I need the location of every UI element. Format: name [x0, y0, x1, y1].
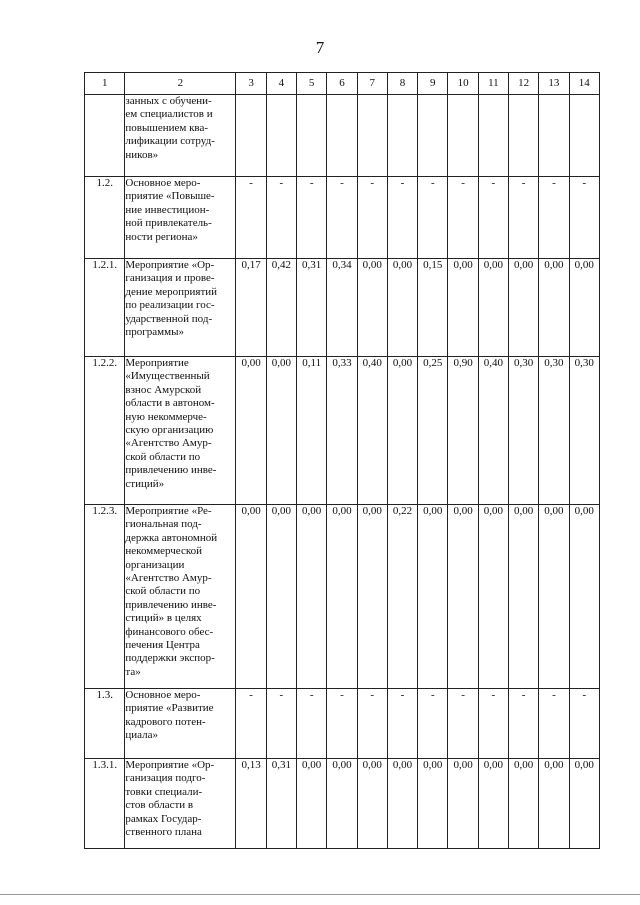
value-cell: -: [478, 177, 508, 259]
description-line: Мероприятие «Ор-: [125, 759, 215, 771]
value-cell: 0,30: [539, 357, 569, 505]
value-cell: [266, 95, 296, 177]
description-line: «Агентство Амур-: [125, 572, 212, 585]
description-line: финансового обес-: [125, 625, 214, 638]
header-cell: 9: [418, 73, 448, 95]
value-cell: 0,00: [539, 759, 569, 849]
row-description: [125, 505, 236, 689]
value-cell: 0,00: [448, 759, 478, 849]
value-cell: 0,34: [327, 259, 357, 357]
description-line: ние инвестицион-: [125, 203, 210, 216]
description-line: ную некоммерче-: [125, 410, 207, 423]
description-line: ников»: [125, 148, 159, 161]
value-cell: [478, 95, 508, 177]
page-number: 7: [315, 38, 325, 57]
description-line: Мероприятие «Ор-: [125, 259, 215, 271]
value-cell: 0,00: [387, 759, 417, 849]
description-line: повышением ква-: [125, 121, 209, 134]
value-cell: -: [418, 689, 448, 759]
value-cell: 0,00: [448, 259, 478, 357]
description-line: ской области по: [125, 450, 201, 463]
value-cell: -: [327, 177, 357, 259]
description-line: организации: [125, 558, 185, 571]
description-line: скую организацию: [125, 424, 214, 437]
description-line: занных с обучени-: [125, 95, 212, 107]
description-line: печения Центра: [125, 639, 200, 652]
value-cell: 0,00: [266, 505, 296, 689]
description-line: Мероприятие «Ре-: [125, 505, 212, 517]
value-cell: -: [357, 177, 387, 259]
value-cell: 0,25: [418, 357, 448, 505]
row-number: [85, 95, 125, 177]
row-description: [125, 95, 236, 177]
header-cell: 3: [236, 73, 266, 95]
value-cell: -: [357, 689, 387, 759]
header-cell: 2: [125, 73, 236, 95]
value-cell: -: [297, 177, 327, 259]
description-line: ской области по: [125, 585, 201, 598]
value-cell: -: [297, 689, 327, 759]
value-cell: -: [418, 177, 448, 259]
header-cell: 5: [297, 73, 327, 95]
value-cell: 0,90: [448, 357, 478, 505]
description-line: стов области в: [125, 799, 194, 812]
value-cell: -: [387, 689, 417, 759]
value-cell: 0,00: [569, 505, 599, 689]
description-line: гиональная под-: [125, 518, 202, 531]
value-cell: -: [569, 689, 599, 759]
value-cell: 0,11: [297, 357, 327, 505]
value-cell: [297, 95, 327, 177]
value-cell: 0,00: [478, 759, 508, 849]
value-cell: 0,00: [266, 357, 296, 505]
value-cell: 0,00: [478, 259, 508, 357]
description-line: стиций» в целях: [125, 612, 202, 625]
description-line: программы»: [125, 326, 184, 339]
header-cell: 12: [509, 73, 539, 95]
value-cell: 0,00: [357, 259, 387, 357]
row-number: 1.2.: [85, 177, 125, 259]
page-edge-line: [0, 894, 640, 895]
description-line: Основное меро-: [125, 177, 201, 189]
table-body: [85, 95, 600, 849]
value-cell: 0,00: [357, 759, 387, 849]
value-cell: -: [266, 177, 296, 259]
table-row: [85, 357, 600, 505]
value-cell: -: [509, 689, 539, 759]
value-cell: 0,00: [569, 759, 599, 849]
row-description: [125, 357, 236, 505]
description-line: привлечению инве-: [125, 598, 217, 611]
header-cell: 10: [448, 73, 478, 95]
value-cell: 0,00: [509, 505, 539, 689]
value-cell: 0,00: [509, 759, 539, 849]
header-cell: 1: [85, 73, 125, 95]
value-cell: 0,00: [539, 505, 569, 689]
value-cell: 0,42: [266, 259, 296, 357]
table-row: [85, 95, 600, 177]
header-row: [85, 73, 600, 95]
description-line: дение мероприятий: [125, 285, 218, 298]
value-cell: [236, 95, 266, 177]
value-cell: 0,13: [236, 759, 266, 849]
description-line: рамках Государ-: [125, 812, 202, 825]
value-cell: -: [236, 689, 266, 759]
row-description: [125, 689, 236, 759]
value-cell: [387, 95, 417, 177]
description-line: ственного плана: [125, 826, 202, 839]
value-cell: 0,40: [357, 357, 387, 505]
value-cell: [327, 95, 357, 177]
table-row: [85, 689, 600, 759]
data-table: [84, 72, 600, 849]
table-row: [85, 759, 600, 849]
value-cell: -: [387, 177, 417, 259]
value-cell: 0,40: [478, 357, 508, 505]
value-cell: [539, 95, 569, 177]
header-cell: 11: [478, 73, 508, 95]
header-cell: 8: [387, 73, 417, 95]
description-line: та»: [125, 665, 141, 678]
description-line: ударственной под-: [125, 312, 213, 325]
description-line: стиций»: [125, 477, 165, 490]
value-cell: [357, 95, 387, 177]
row-description: [125, 177, 236, 259]
value-cell: 0,00: [327, 759, 357, 849]
value-cell: 0,33: [327, 357, 357, 505]
description-line: ганизация и прове-: [125, 272, 215, 285]
row-number: 1.3.: [85, 689, 125, 759]
value-cell: 0,00: [327, 505, 357, 689]
value-cell: [569, 95, 599, 177]
value-cell: 0,00: [357, 505, 387, 689]
value-cell: 0,22: [387, 505, 417, 689]
description-line: области в автоном-: [125, 397, 215, 410]
value-cell: 0,00: [418, 505, 448, 689]
header-cell: 13: [539, 73, 569, 95]
value-cell: 0,30: [569, 357, 599, 505]
value-cell: -: [236, 177, 266, 259]
value-cell: [418, 95, 448, 177]
table-row: [85, 259, 600, 357]
value-cell: [448, 95, 478, 177]
description-line: приятие «Развитие: [125, 702, 214, 715]
table-row: [85, 505, 600, 689]
value-cell: 0,00: [297, 505, 327, 689]
description-line: некоммерческой: [125, 545, 203, 558]
value-cell: 0,31: [266, 759, 296, 849]
description-line: ности региона»: [125, 230, 198, 243]
row-description: [125, 759, 236, 849]
value-cell: -: [478, 689, 508, 759]
description-line: «Имущественный: [125, 370, 210, 383]
value-cell: -: [448, 177, 478, 259]
value-cell: -: [448, 689, 478, 759]
description-line: Мероприятие: [125, 357, 189, 369]
description-line: Основное меро-: [125, 689, 201, 701]
header-cell: 6: [327, 73, 357, 95]
table-row: [85, 177, 600, 259]
value-cell: 0,00: [297, 759, 327, 849]
description-line: «Агентство Амур-: [125, 437, 212, 450]
value-cell: -: [539, 689, 569, 759]
value-cell: 0,17: [236, 259, 266, 357]
description-line: поддержки экспор-: [125, 652, 215, 665]
row-number: 1.2.1.: [85, 259, 125, 357]
description-line: ем специалистов и: [125, 108, 213, 121]
value-cell: 0,00: [569, 259, 599, 357]
value-cell: -: [569, 177, 599, 259]
value-cell: -: [327, 689, 357, 759]
description-line: товки специали-: [125, 785, 203, 798]
value-cell: 0,00: [478, 505, 508, 689]
description-line: циала»: [125, 729, 159, 742]
description-line: лификации сотруд-: [125, 135, 215, 148]
value-cell: 0,15: [418, 259, 448, 357]
value-cell: -: [539, 177, 569, 259]
row-number: 1.2.2.: [85, 357, 125, 505]
description-line: взнос Амурской: [125, 383, 202, 396]
description-line: приятие «Повыше-: [125, 190, 215, 203]
value-cell: 0,00: [418, 759, 448, 849]
value-cell: 0,00: [509, 259, 539, 357]
value-cell: 0,30: [509, 357, 539, 505]
value-cell: -: [509, 177, 539, 259]
description-line: ной привлекатель-: [125, 217, 212, 230]
header-cell: 4: [266, 73, 296, 95]
description-line: держка автономной: [125, 531, 218, 544]
description-line: кадрового потен-: [125, 715, 206, 728]
row-number: 1.3.1.: [85, 759, 125, 849]
value-cell: 0,00: [236, 357, 266, 505]
value-cell: 0,31: [297, 259, 327, 357]
row-description: [125, 259, 236, 357]
value-cell: 0,00: [387, 259, 417, 357]
value-cell: 0,00: [236, 505, 266, 689]
value-cell: 0,00: [448, 505, 478, 689]
header-cell: 7: [357, 73, 387, 95]
value-cell: [509, 95, 539, 177]
header-cell: 14: [569, 73, 599, 95]
value-cell: 0,00: [387, 357, 417, 505]
description-line: по реализации гос-: [125, 299, 215, 312]
value-cell: 0,00: [539, 259, 569, 357]
value-cell: -: [266, 689, 296, 759]
description-line: привлечению инве-: [125, 464, 217, 477]
description-line: ганизация подго-: [125, 772, 206, 785]
row-number: 1.2.3.: [85, 505, 125, 689]
